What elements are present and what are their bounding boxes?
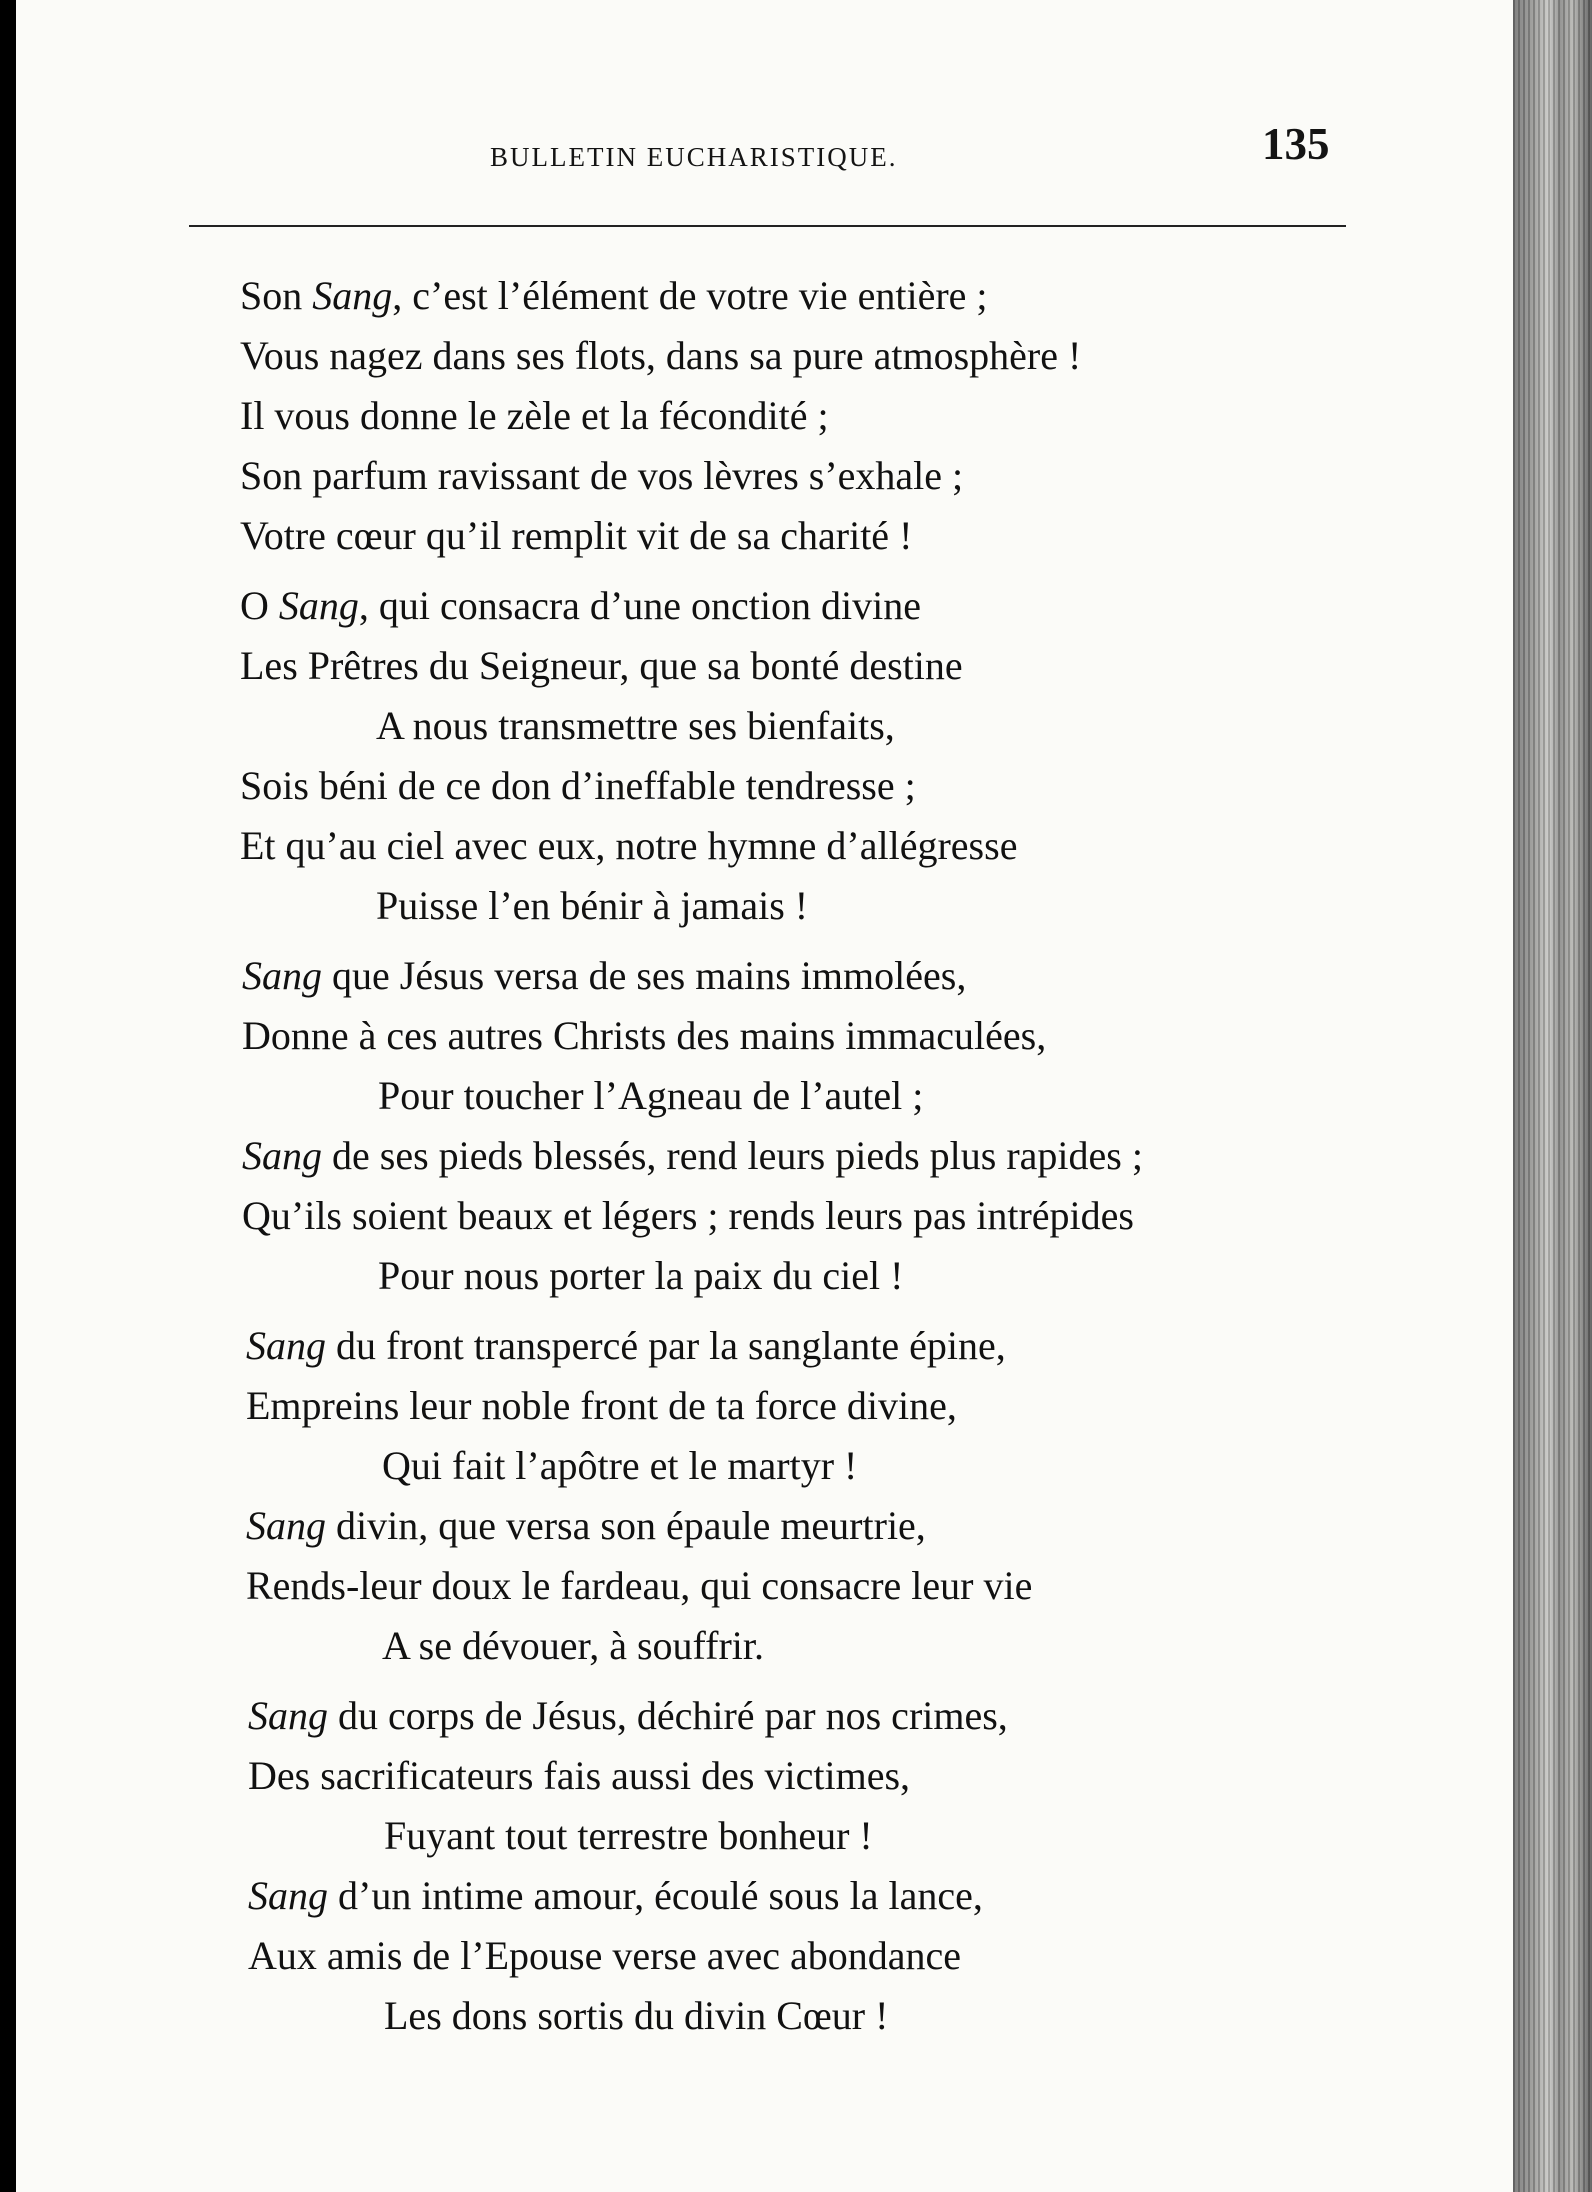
poem-line: Sang que Jésus versa de ses mains immolées,	[242, 953, 967, 998]
poem-line: Donne à ces autres Christs des mains immaculées,	[242, 1013, 1047, 1058]
poem-line: Son parfum ravissant de vos lèvres s’exhale ;	[240, 453, 964, 498]
poem-line: Pour nous porter la paix du ciel !	[378, 1253, 904, 1298]
running-title: BULLETIN EUCHARISTIQUE.	[490, 142, 898, 172]
poem-line: Sang du corps de Jésus, déchiré par nos crimes,	[248, 1693, 1008, 1738]
poem-line: Sang du front transpercé par la sanglante épine,	[246, 1323, 1006, 1368]
poem-line: O Sang, qui consacra d’une onction divine	[240, 583, 921, 628]
poem-line: Sang d’un intime amour, écoulé sous la lance,	[248, 1873, 983, 1918]
page-header	[16, 0, 1513, 200]
poem-line: Les dons sortis du divin Cœur !	[384, 1993, 889, 2038]
poem-line: Pour toucher l’Agneau de l’autel ;	[378, 1073, 924, 1118]
poem-line: Son Sang, c’est l’élément de votre vie entière ;	[240, 273, 988, 318]
poem-line: Sang de ses pieds blessés, rend leurs pieds plus rapides ;	[242, 1133, 1143, 1178]
poem-line: Il vous donne le zèle et la fécondité ;	[240, 393, 829, 438]
header-rule	[189, 225, 1346, 227]
book-page-edge	[1513, 0, 1592, 2192]
book-page	[16, 0, 1513, 2192]
poem-line: Empreins leur noble front de ta force divine,	[246, 1383, 957, 1428]
page-number: 135	[1262, 119, 1330, 169]
poem-line: Les Prêtres du Seigneur, que sa bonté destine	[240, 643, 963, 688]
poem-line: Qu’ils soient beaux et légers ; rends leurs pas intrépides	[242, 1193, 1134, 1238]
poem-line: Puisse l’en bénir à jamais !	[376, 883, 809, 928]
poem-line: Qui fait l’apôtre et le martyr !	[382, 1443, 858, 1488]
poem-line: A nous transmettre ses bienfaits,	[376, 703, 895, 748]
poem-line: Des sacrificateurs fais aussi des victimes,	[248, 1753, 911, 1798]
poem-line: Aux amis de l’Epouse verse avec abondance	[248, 1933, 962, 1978]
poem-line: Et qu’au ciel avec eux, notre hymne d’allégresse	[240, 823, 1018, 868]
poem-line: Fuyant tout terrestre bonheur !	[384, 1813, 873, 1858]
poem-line: Votre cœur qu’il remplit vit de sa charité !	[240, 513, 913, 558]
poem-line: Vous nagez dans ses flots, dans sa pure atmosphère !	[240, 333, 1082, 378]
poem-line: A se dévouer, à souffrir.	[382, 1623, 765, 1668]
poem-line: Rends-leur doux le fardeau, qui consacre leur vie	[246, 1563, 1033, 1608]
poem-line: Sois béni de ce don d’ineffable tendresse ;	[240, 763, 916, 808]
poem-line: Sang divin, que versa son épaule meurtrie,	[246, 1503, 926, 1548]
